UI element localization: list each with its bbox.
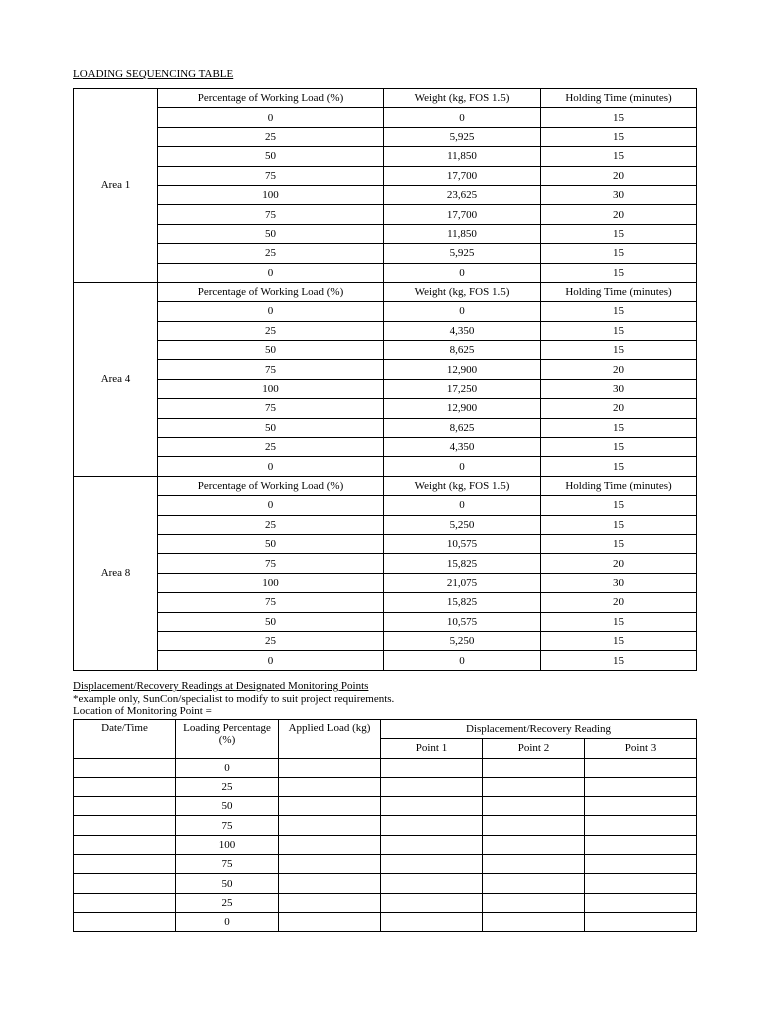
percentage-cell: 50 (158, 341, 384, 360)
table-row (74, 147, 697, 166)
holding-time-cell: 15 (541, 302, 697, 321)
monitoring-row (74, 816, 697, 835)
weight-cell: 10,575 (384, 534, 541, 553)
monitoring-row (74, 912, 697, 931)
table-row (74, 360, 697, 379)
weight-header: Weight (kg, FOS 1.5) (384, 282, 541, 301)
weight-cell: 12,900 (384, 360, 541, 379)
point-2-cell (483, 874, 585, 893)
table-row (74, 321, 697, 340)
percentage-cell: 0 (158, 108, 384, 127)
percentage-header: Percentage of Working Load (%) (158, 476, 384, 495)
percentage-cell: 100 (158, 573, 384, 592)
weight-cell: 0 (384, 496, 541, 515)
area-label: Area 1 (74, 89, 158, 283)
monitoring-header-row (74, 720, 697, 739)
holding-time-cell: 15 (541, 147, 697, 166)
point-2-cell (483, 777, 585, 796)
point-1-cell (381, 758, 483, 777)
weight-cell: 23,625 (384, 185, 541, 204)
holding-time-cell: 15 (541, 457, 697, 476)
holding-time-cell: 15 (541, 534, 697, 553)
holding-time-cell: 15 (541, 438, 697, 457)
loading-percentage-cell: 25 (176, 893, 279, 912)
area-header-row (74, 89, 697, 108)
table-row (74, 554, 697, 573)
weight-cell: 5,250 (384, 515, 541, 534)
weight-cell: 8,625 (384, 418, 541, 437)
percentage-cell: 25 (158, 321, 384, 340)
datetime-cell (74, 816, 176, 835)
holding-time-cell: 15 (541, 496, 697, 515)
point-3-cell (585, 874, 697, 893)
table-row (74, 399, 697, 418)
table-row (74, 418, 697, 437)
percentage-cell: 25 (158, 631, 384, 650)
point-2-cell (483, 855, 585, 874)
loading-percentage-cell: 0 (176, 758, 279, 777)
weight-cell: 15,825 (384, 554, 541, 573)
point-2-cell (483, 816, 585, 835)
holding-time-cell: 15 (541, 612, 697, 631)
holding-time-cell: 15 (541, 127, 697, 146)
weight-cell: 0 (384, 108, 541, 127)
applied-load-cell (279, 855, 381, 874)
table-row (74, 515, 697, 534)
percentage-cell: 0 (158, 651, 384, 670)
weight-cell: 11,850 (384, 147, 541, 166)
point-3-cell (585, 855, 697, 874)
point-1-cell (381, 874, 483, 893)
holding-time-cell: 20 (541, 166, 697, 185)
percentage-cell: 0 (158, 302, 384, 321)
monitoring-row (74, 874, 697, 893)
weight-cell: 17,250 (384, 379, 541, 398)
monitoring-row (74, 855, 697, 874)
datetime-header: Date/Time (74, 720, 176, 759)
table-row (74, 341, 697, 360)
table-row (74, 631, 697, 650)
weight-cell: 17,700 (384, 166, 541, 185)
monitoring-notes (73, 680, 394, 718)
percentage-cell: 50 (158, 147, 384, 166)
datetime-cell (74, 797, 176, 816)
weight-cell: 15,825 (384, 593, 541, 612)
holding-time-cell: 15 (541, 108, 697, 127)
location-label: Location of Monitoring Point = (73, 705, 212, 717)
loading-percentage-cell: 50 (176, 874, 279, 893)
percentage-cell: 50 (158, 534, 384, 553)
weight-cell: 11,850 (384, 224, 541, 243)
point-2-header: Point 2 (483, 739, 585, 758)
table-row (74, 166, 697, 185)
holding-time-cell: 20 (541, 554, 697, 573)
monitoring-heading: Displacement/Recovery Readings at Designated Monitoring Points (73, 680, 369, 692)
point-1-cell (381, 912, 483, 931)
percentage-cell: 50 (158, 612, 384, 631)
holding-time-header: Holding Time (minutes) (541, 476, 697, 495)
holding-time-cell: 15 (541, 321, 697, 340)
datetime-cell (74, 758, 176, 777)
monitoring-row (74, 797, 697, 816)
percentage-header: Percentage of Working Load (%) (158, 282, 384, 301)
table-row (74, 108, 697, 127)
point-2-cell (483, 797, 585, 816)
applied-load-cell (279, 777, 381, 796)
loading-percentage-cell: 25 (176, 777, 279, 796)
weight-cell: 8,625 (384, 341, 541, 360)
holding-time-cell: 15 (541, 418, 697, 437)
datetime-cell (74, 912, 176, 931)
holding-time-cell: 20 (541, 360, 697, 379)
table-row (74, 651, 697, 670)
area-header-row (74, 476, 697, 495)
loading-sequence-table (73, 88, 697, 671)
reading-header: Displacement/Recovery Reading (381, 720, 697, 739)
table-row (74, 263, 697, 282)
table-row (74, 593, 697, 612)
point-3-header: Point 3 (585, 739, 697, 758)
monitoring-row (74, 777, 697, 796)
page-title: LOADING SEQUENCING TABLE (73, 68, 234, 80)
percentage-cell: 100 (158, 185, 384, 204)
holding-time-cell: 30 (541, 379, 697, 398)
table-row (74, 244, 697, 263)
table-row (74, 457, 697, 476)
weight-cell: 17,700 (384, 205, 541, 224)
point-2-cell (483, 758, 585, 777)
weight-cell: 0 (384, 457, 541, 476)
applied-load-cell (279, 797, 381, 816)
table-row (74, 534, 697, 553)
area-header-row (74, 282, 697, 301)
holding-time-cell: 15 (541, 224, 697, 243)
weight-cell: 21,075 (384, 573, 541, 592)
loading-percentage-cell: 50 (176, 797, 279, 816)
holding-time-cell: 15 (541, 244, 697, 263)
percentage-cell: 25 (158, 127, 384, 146)
point-3-cell (585, 835, 697, 854)
table-row (74, 438, 697, 457)
holding-time-cell: 15 (541, 341, 697, 360)
point-3-cell (585, 758, 697, 777)
percentage-cell: 0 (158, 496, 384, 515)
monitoring-row (74, 758, 697, 777)
monitoring-row (74, 893, 697, 912)
datetime-cell (74, 874, 176, 893)
percentage-cell: 25 (158, 244, 384, 263)
percentage-cell: 25 (158, 515, 384, 534)
datetime-cell (74, 835, 176, 854)
point-3-cell (585, 797, 697, 816)
percentage-cell: 50 (158, 224, 384, 243)
percentage-cell: 75 (158, 205, 384, 224)
monitoring-table (73, 719, 697, 932)
example-note: *example only, SunCon/specialist to modify to suit project requirements. (73, 692, 395, 705)
point-2-cell (483, 835, 585, 854)
point-1-cell (381, 816, 483, 835)
weight-cell: 0 (384, 302, 541, 321)
percentage-cell: 75 (158, 166, 384, 185)
percentage-cell: 75 (158, 593, 384, 612)
holding-time-cell: 20 (541, 205, 697, 224)
applied-load-cell (279, 816, 381, 835)
monitoring-row (74, 835, 697, 854)
table-row (74, 205, 697, 224)
area-label: Area 4 (74, 282, 158, 476)
loading-percentage-header: Loading Percentage (%) (176, 720, 279, 759)
point-3-cell (585, 816, 697, 835)
table-row (74, 496, 697, 515)
percentage-cell: 0 (158, 457, 384, 476)
datetime-cell (74, 777, 176, 796)
weight-header: Weight (kg, FOS 1.5) (384, 476, 541, 495)
datetime-cell (74, 855, 176, 874)
point-1-header: Point 1 (381, 739, 483, 758)
loading-percentage-cell: 75 (176, 816, 279, 835)
table-row (74, 573, 697, 592)
table-row (74, 612, 697, 631)
table-row (74, 302, 697, 321)
holding-time-cell: 30 (541, 573, 697, 592)
holding-time-cell: 15 (541, 263, 697, 282)
weight-cell: 12,900 (384, 399, 541, 418)
loading-percentage-cell: 75 (176, 855, 279, 874)
weight-cell: 0 (384, 651, 541, 670)
weight-cell: 4,350 (384, 438, 541, 457)
applied-load-cell (279, 874, 381, 893)
holding-time-cell: 15 (541, 515, 697, 534)
holding-time-cell: 20 (541, 399, 697, 418)
applied-load-cell (279, 758, 381, 777)
point-1-cell (381, 855, 483, 874)
point-2-cell (483, 912, 585, 931)
holding-time-header: Holding Time (minutes) (541, 89, 697, 108)
point-1-cell (381, 777, 483, 796)
table-row (74, 379, 697, 398)
holding-time-cell: 15 (541, 651, 697, 670)
percentage-header: Percentage of Working Load (%) (158, 89, 384, 108)
loading-percentage-cell: 0 (176, 912, 279, 931)
percentage-cell: 75 (158, 360, 384, 379)
weight-header: Weight (kg, FOS 1.5) (384, 89, 541, 108)
point-3-cell (585, 777, 697, 796)
holding-time-cell: 20 (541, 593, 697, 612)
loading-percentage-cell: 100 (176, 835, 279, 854)
weight-cell: 0 (384, 263, 541, 282)
holding-time-cell: 15 (541, 631, 697, 650)
percentage-cell: 0 (158, 263, 384, 282)
applied-load-cell (279, 893, 381, 912)
datetime-cell (74, 893, 176, 912)
table-row (74, 224, 697, 243)
weight-cell: 5,925 (384, 127, 541, 146)
percentage-cell: 75 (158, 399, 384, 418)
percentage-cell: 50 (158, 418, 384, 437)
area-label: Area 8 (74, 476, 158, 670)
holding-time-header: Holding Time (minutes) (541, 282, 697, 301)
applied-load-cell (279, 835, 381, 854)
point-2-cell (483, 893, 585, 912)
percentage-cell: 25 (158, 438, 384, 457)
point-1-cell (381, 797, 483, 816)
table-row (74, 127, 697, 146)
point-3-cell (585, 893, 697, 912)
point-1-cell (381, 893, 483, 912)
weight-cell: 10,575 (384, 612, 541, 631)
weight-cell: 5,925 (384, 244, 541, 263)
weight-cell: 5,250 (384, 631, 541, 650)
percentage-cell: 100 (158, 379, 384, 398)
point-1-cell (381, 835, 483, 854)
point-3-cell (585, 912, 697, 931)
percentage-cell: 75 (158, 554, 384, 573)
applied-load-header: Applied Load (kg) (279, 720, 381, 759)
table-row (74, 185, 697, 204)
holding-time-cell: 30 (541, 185, 697, 204)
weight-cell: 4,350 (384, 321, 541, 340)
applied-load-cell (279, 912, 381, 931)
